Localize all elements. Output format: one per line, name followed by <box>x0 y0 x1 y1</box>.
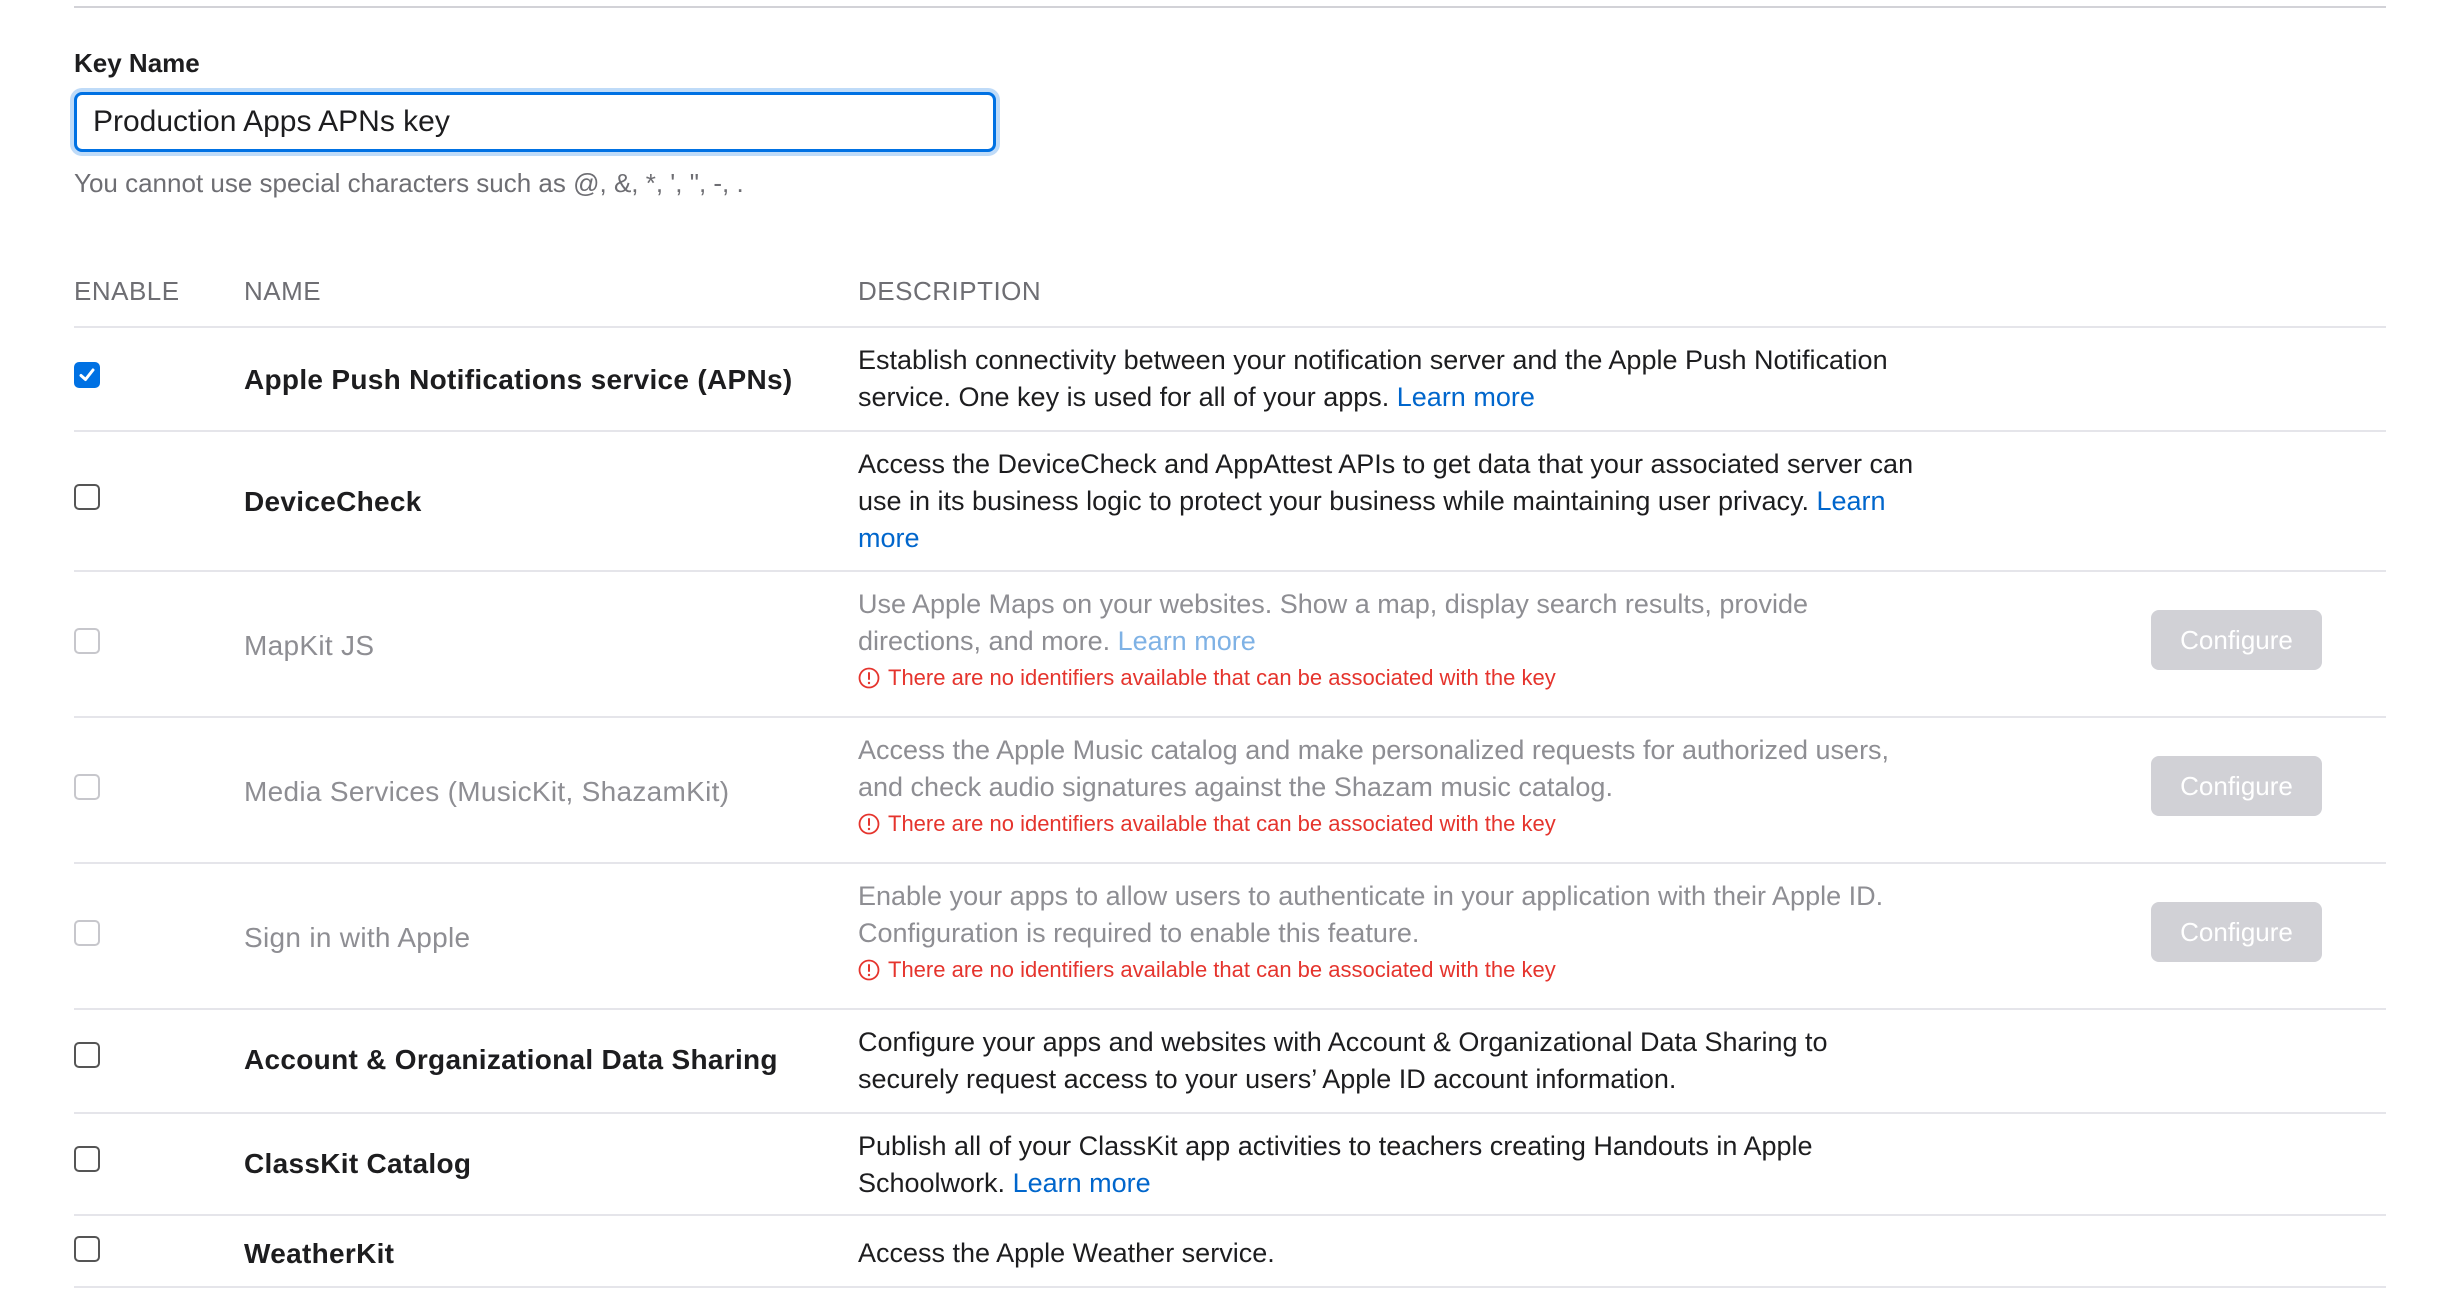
service-name: DeviceCheck <box>244 486 422 517</box>
learn-more-link[interactable]: Learn more <box>858 486 1886 553</box>
learn-more-link[interactable]: Learn more <box>1117 626 1256 656</box>
service-name: WeatherKit <box>244 1238 395 1269</box>
warning-text: There are no identifiers available that can be associated with the key <box>888 665 1556 690</box>
devicecheck-checkbox[interactable] <box>74 484 100 510</box>
column-header-description: DESCRIPTION <box>858 276 1042 306</box>
weatherkit-checkbox[interactable] <box>74 1236 100 1262</box>
description-text: Publish all of your ClassKit app activities to teachers creating Handouts in Apple Schoolwork. <box>858 1131 1813 1198</box>
service-description <box>858 342 1918 416</box>
service-description: Access the Apple Music catalog and make personalized requests for authorized users, and check audio signatures against the Shazam music catalog. <box>858 735 1890 802</box>
service-name: MapKit JS <box>244 630 375 661</box>
service-description <box>858 586 1918 660</box>
sign-in-with-apple-configure-button[interactable]: Configure <box>2151 902 2322 962</box>
table-row-weatherkit <box>74 1216 2386 1288</box>
table-row-mapkit-js <box>74 572 2386 718</box>
service-name: ClassKit Catalog <box>244 1148 472 1179</box>
table-row-sign-in-with-apple <box>74 864 2386 1010</box>
service-name: Media Services (MusicKit, ShazamKit) <box>244 776 730 807</box>
table-row-classkit-catalog <box>74 1114 2386 1216</box>
service-description: Access the Apple Weather service. <box>858 1238 1275 1268</box>
row-divider <box>74 1286 2386 1288</box>
classkit-catalog-checkbox[interactable] <box>74 1146 100 1172</box>
apns-checkbox[interactable] <box>74 362 100 388</box>
top-divider <box>74 6 2386 8</box>
service-name: Account & Organizational Data Sharing <box>244 1044 778 1075</box>
no-identifiers-warning <box>858 811 1556 837</box>
learn-more-link[interactable]: Learn more <box>1396 382 1535 412</box>
service-description <box>858 1128 1918 1202</box>
no-identifiers-warning <box>858 665 1556 691</box>
mapkit-js-checkbox <box>74 628 100 654</box>
key-name-label: Key Name <box>74 48 200 78</box>
alert-circle-icon <box>858 813 880 835</box>
warning-text: There are no identifiers available that can be associated with the key <box>888 811 1556 836</box>
service-description <box>858 446 1918 557</box>
key-name-hint: You cannot use special characters such as @, &, *, ', ", -, . <box>74 168 744 198</box>
account-data-sharing-checkbox[interactable] <box>74 1042 100 1068</box>
media-services-configure-button[interactable]: Configure <box>2151 756 2322 816</box>
table-row-account-data-sharing <box>74 1010 2386 1114</box>
service-description: Enable your apps to allow users to authenticate in your application with their Apple ID. Configuration is required to enable this feature. <box>858 881 1884 948</box>
table-row-devicecheck <box>74 432 2386 572</box>
sign-in-with-apple-checkbox <box>74 920 100 946</box>
key-name-input[interactable] <box>74 92 996 152</box>
alert-circle-icon <box>858 667 880 689</box>
column-header-enable: ENABLE <box>74 276 180 306</box>
service-name: Apple Push Notifications service (APNs) <box>244 364 793 395</box>
description-text: Establish connectivity between your notification server and the Apple Push Notification service. One key is used for all of your apps. <box>858 345 1888 412</box>
service-description: Configure your apps and websites with Account & Organizational Data Sharing to securely request access to your users’ Apple ID account information. <box>858 1027 1828 1094</box>
column-header-name: NAME <box>244 276 322 306</box>
checkmark-icon <box>78 366 96 384</box>
description-text: Use Apple Maps on your websites. Show a map, display search results, provide directions, and more. <box>858 589 1808 656</box>
table-row-media-services <box>74 718 2386 864</box>
description-text: Access the DeviceCheck and AppAttest APIs to get data that your associated server can use in its business logic to protect your business while maintaining user privacy. <box>858 449 1914 516</box>
alert-circle-icon <box>858 959 880 981</box>
table-row-apns <box>74 328 2386 432</box>
mapkit-js-configure-button[interactable]: Configure <box>2151 610 2322 670</box>
learn-more-link[interactable]: Learn more <box>1012 1168 1151 1198</box>
no-identifiers-warning <box>858 957 1556 983</box>
media-services-checkbox <box>74 774 100 800</box>
warning-text: There are no identifiers available that can be associated with the key <box>888 957 1556 982</box>
service-name: Sign in with Apple <box>244 922 471 953</box>
